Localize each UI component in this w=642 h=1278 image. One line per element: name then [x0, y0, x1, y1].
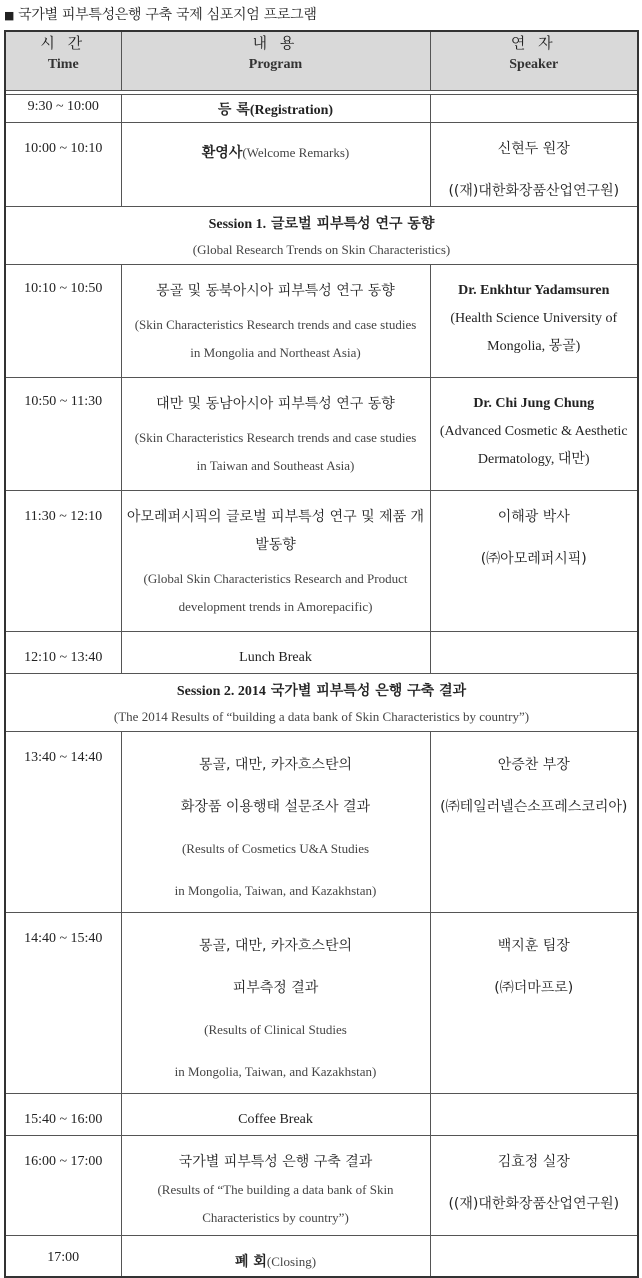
program-ko-2: 화장품 이용행태 설문조사 결과 [180, 799, 371, 815]
session-1-en: (Global Research Trends on Skin Characteristics) [192, 242, 451, 257]
program-ko: 환영사 [201, 145, 243, 161]
session-row [5, 674, 638, 732]
session-2-title [6, 674, 637, 705]
table-row [5, 378, 638, 491]
page-title [4, 4, 317, 24]
program-en: (Closing) [266, 1254, 317, 1269]
program-en: (Registration) [249, 103, 334, 118]
program-cell [121, 123, 430, 207]
session-row [5, 207, 638, 265]
session-2-ko: 국가별 피부특성 은행 구축 결과 [270, 683, 467, 699]
header-speaker-en: Speaker [509, 57, 559, 72]
time-cell: 10:50 ~ 11:30 [5, 378, 121, 491]
time-cell: 10:10 ~ 10:50 [5, 265, 121, 378]
program-en-2: in Mongolia, Taiwan, and Kazakhstan) [174, 883, 377, 898]
table-row [5, 732, 638, 913]
speaker-name: Dr. Chi Jung Chung [473, 396, 595, 411]
program-cell [121, 265, 430, 378]
table-row [5, 491, 638, 632]
time-cell: 12:10 ~ 13:40 [5, 632, 121, 674]
session-1-title [6, 207, 637, 238]
speaker-name: 이해광 박사 [497, 509, 570, 525]
program-en: (Skin Characteristics Research trends and case studies in Mongolia and Northeast Asia) [134, 317, 417, 360]
speaker-cell [430, 632, 638, 674]
program-en: (Global Skin Characteristics Research and Product development trends in Amorepacific) [143, 571, 408, 614]
program-cell [121, 378, 430, 491]
speaker-affiliation: (Health Science University of Mongolia, 몽골) [450, 311, 618, 354]
speaker-name: 안증찬 부장 [497, 757, 570, 773]
program-cell [121, 1236, 430, 1278]
program-cell [121, 732, 430, 913]
session-2-label: Session 2. 2014 [176, 684, 266, 699]
program-en: (Skin Characteristics Research trends and case studies in Taiwan and Southeast Asia) [134, 430, 417, 473]
square-bullet-icon: ■ [4, 9, 15, 22]
program-cell: Coffee Break [121, 1094, 430, 1136]
header-time-en: Time [47, 57, 79, 72]
table-row [5, 95, 638, 123]
program-en-2: in Mongolia, Taiwan, and Kazakhstan) [174, 1064, 377, 1079]
program-cell [121, 1136, 430, 1236]
table-row [5, 265, 638, 378]
time-cell: 15:40 ~ 16:00 [5, 1094, 121, 1136]
program-ko: 몽골 및 동북아시아 피부특성 연구 동향 [156, 283, 395, 299]
speaker-affiliation: (㈜아모레퍼시픽) [480, 551, 587, 567]
program-cell: Lunch Break [121, 632, 430, 674]
session-2-cell [5, 674, 638, 732]
header-time [5, 31, 121, 91]
program-en: (Results of “The building a data bank of Skin Characteristics by country”) [157, 1182, 394, 1225]
speaker-cell [430, 378, 638, 491]
time-cell: 10:00 ~ 10:10 [5, 123, 121, 207]
program-table [4, 30, 639, 1278]
table-row [5, 1136, 638, 1236]
table-header-row [5, 31, 638, 91]
speaker-cell [430, 95, 638, 123]
program-cell [121, 913, 430, 1094]
time-cell: 14:40 ~ 15:40 [5, 913, 121, 1094]
time-cell: 11:30 ~ 12:10 [5, 491, 121, 632]
session-1-cell [5, 207, 638, 265]
program-ko-2: 피부측정 결과 [232, 980, 319, 996]
speaker-cell [430, 913, 638, 1094]
session-1-ko: 글로벌 피부특성 연구 동향 [271, 216, 435, 232]
program-en: (Results of Clinical Studies [204, 1022, 347, 1037]
program-cell [121, 491, 430, 632]
speaker-cell [430, 123, 638, 207]
speaker-cell [430, 1236, 638, 1278]
speaker-affiliation: (Advanced Cosmetic & Aesthetic Dermatology, 대만) [439, 424, 628, 467]
time-cell: 16:00 ~ 17:00 [5, 1136, 121, 1236]
speaker-name: 김효정 실장 [497, 1154, 570, 1170]
program-ko: 몽골, 대만, 카자흐스탄의 [198, 757, 353, 773]
header-speaker [430, 31, 638, 91]
program-cell [121, 95, 430, 123]
session-2-en: (The 2014 Results of “building a data bank of Skin Characteristics by country”) [113, 709, 530, 724]
time-cell: 13:40 ~ 14:40 [5, 732, 121, 913]
program-ko: 대만 및 동남아시아 피부특성 연구 동향 [156, 396, 395, 412]
program-ko: 등 록 [217, 102, 250, 118]
table-row [5, 123, 638, 207]
speaker-cell [430, 491, 638, 632]
table-row [5, 1236, 638, 1278]
program-ko: 국가별 피부특성 은행 구축 결과 [178, 1154, 373, 1170]
time-cell: 9:30 ~ 10:00 [5, 95, 121, 123]
header-program [121, 31, 430, 91]
speaker-affiliation: (㈜더마프로) [494, 980, 574, 996]
speaker-affiliation: (㈜테일러넬슨소프레스코리아) [440, 799, 628, 815]
program-ko: 아모레퍼시픽의 글로벌 피부특성 연구 및 제품 개발동향 [126, 509, 425, 553]
speaker-cell [430, 732, 638, 913]
speaker-name: 백지훈 팀장 [497, 938, 570, 954]
program-ko: 몽골, 대만, 카자흐스탄의 [198, 938, 353, 954]
speaker-name: 신현두 원장 [497, 141, 570, 157]
table-row [5, 1094, 638, 1136]
speaker-affiliation: ((재)대한화장품산업연구원) [448, 1196, 620, 1212]
time-cell: 17:00 [5, 1236, 121, 1278]
speaker-cell [430, 265, 638, 378]
speaker-affiliation: ((재)대한화장품산업연구원) [448, 183, 620, 199]
page-title-text: 국가별 피부특성은행 구축 국제 심포지엄 프로그램 [18, 7, 317, 23]
program-en: (Results of Cosmetics U&A Studies [181, 841, 370, 856]
header-program-en: Program [248, 57, 303, 72]
table-row [5, 913, 638, 1094]
header-speaker-ko: 연 자 [510, 34, 557, 52]
program-ko: 폐 회 [234, 1254, 267, 1270]
speaker-cell [430, 1094, 638, 1136]
speaker-name: Dr. Enkhtur Yadamsuren [458, 283, 610, 298]
speaker-cell [430, 1136, 638, 1236]
program-en: (Welcome Remarks) [242, 145, 350, 160]
session-1-label: Session 1. [208, 217, 267, 232]
table-row [5, 632, 638, 674]
header-time-ko: 시 간 [40, 34, 87, 52]
header-program-ko: 내 용 [252, 34, 299, 52]
